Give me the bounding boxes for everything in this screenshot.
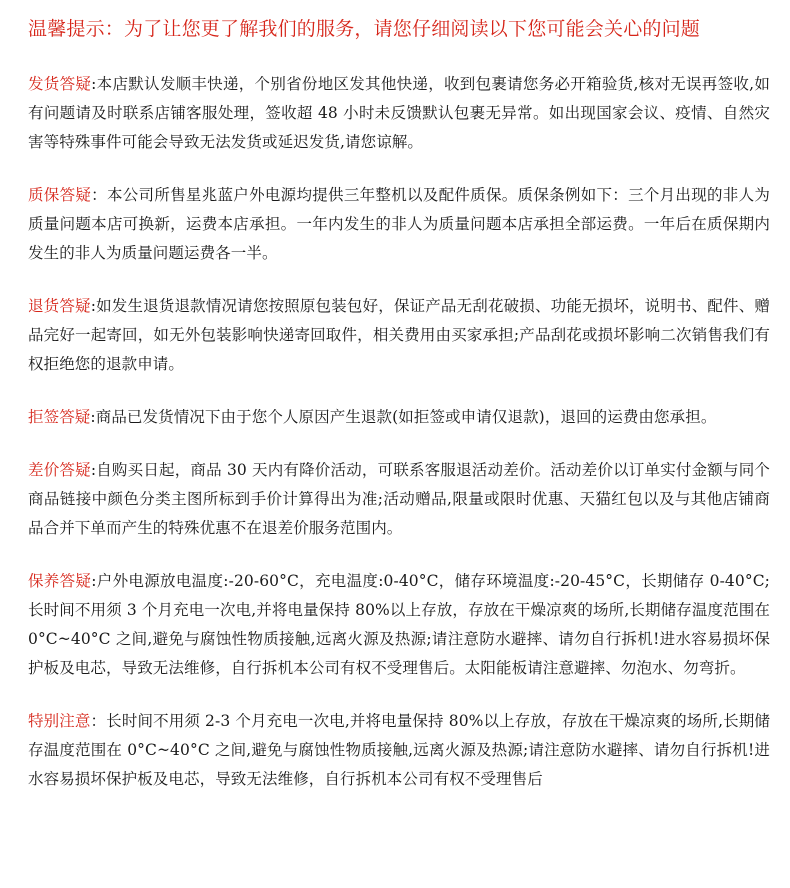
notice-title: 温馨提示：为了让您更了解我们的服务，请您仔细阅读以下您可能会关心的问题 (28, 18, 701, 40)
maintenance-faq-label: 保养答疑 (28, 572, 92, 590)
maintenance-faq-section (28, 567, 770, 683)
refusal-faq-text: :商品已发货情况下由于您个人原因产生退款(如拒签或申请仅退款)，退回的运费由您承担。 (90, 408, 717, 426)
price-difference-faq-label: 差价答疑 (28, 461, 91, 479)
refusal-faq-section (28, 403, 770, 432)
warranty-faq-text: ：本公司所售星兆蓝户外电源均提供三年整机以及配件质保。质保条例如下：三个月出现的非人为质量问题本店可换新，运费本店承担。一年内发生的非人为质量问题本店承担全部运费。一年后在质保期内发生的非人为质量问题运费各一半。 (28, 186, 770, 262)
shipping-faq-label: 发货答疑 (28, 75, 92, 93)
shipping-faq-section (28, 70, 770, 157)
return-faq-section (28, 292, 770, 379)
warranty-faq-label: 质保答疑 (28, 186, 92, 204)
refusal-faq-label: 拒签答疑 (28, 408, 91, 426)
price-difference-faq-section (28, 456, 770, 543)
warranty-faq-section (28, 181, 770, 268)
maintenance-faq-text: :户外电源放电温度:-20-60°C，充电温度:0-40°C，储存环境温度:-20-45°C，长期储存 0-40°C;长时间不用须 3 个月充电一次电,并将电量保持 80%以上存放，存放在干燥凉爽的场所,长期储存温度范围在 0°C~40°C 之间,避免与腐蚀性物质接触,远离火源及热源;请注意防水避摔、请勿自行拆机!进水容易损坏保护板及电芯，导致无法维修，自行拆机本公司有权不受理售后。太阳能板请注意避摔、勿泡水、勿弯折。 (28, 572, 770, 677)
return-faq-label: 退货答疑 (28, 297, 91, 315)
special-notice-section (28, 707, 770, 794)
special-notice-label: 特别注意 (28, 712, 91, 730)
shipping-faq-text: :本店默认发顺丰快递，个别省份地区发其他快递，收到包裹请您务必开箱验货,核对无误再签收,如有问题请及时联系店铺客服处理，签收超 48 小时未反馈默认包裹无异常。如出现国家会议、疫情、自然灾害等特殊事件可能会导致无法发货或延迟发货,请您谅解。 (28, 75, 770, 151)
price-difference-faq-text: :自购买日起，商品 30 天内有降价活动，可联系客服退活动差价。活动差价以订单实付金额与同个商品链接中颜色分类主图所标到手价计算得出为准;活动赠品,限量或限时优惠、天猫红包以及与其他店铺商品合并下单而产生的特殊优惠不在退差价服务范围内。 (28, 461, 771, 537)
return-faq-text: :如发生退货退款情况请您按照原包装包好，保证产品无刮花破损、功能无损坏，说明书、配件、赠品完好一起寄回，如无外包装影响快递寄回取件，相关费用由买家承担;产品刮花或损坏影响二次销售我们有权拒绝您的退款申请。 (28, 297, 771, 373)
special-notice-text: ：长时间不用须 2-3 个月充电一次电,并将电量保持 80%以上存放，存放在干燥凉爽的场所,长期储存温度范围在 0°C~40°C 之间,避免与腐蚀性物质接触,远离火源及热源;请注意防水避摔、请勿自行拆机!进水容易损坏保护板及电芯，导致无法维修，自行拆机本公司有权不受理售后 (28, 712, 770, 788)
